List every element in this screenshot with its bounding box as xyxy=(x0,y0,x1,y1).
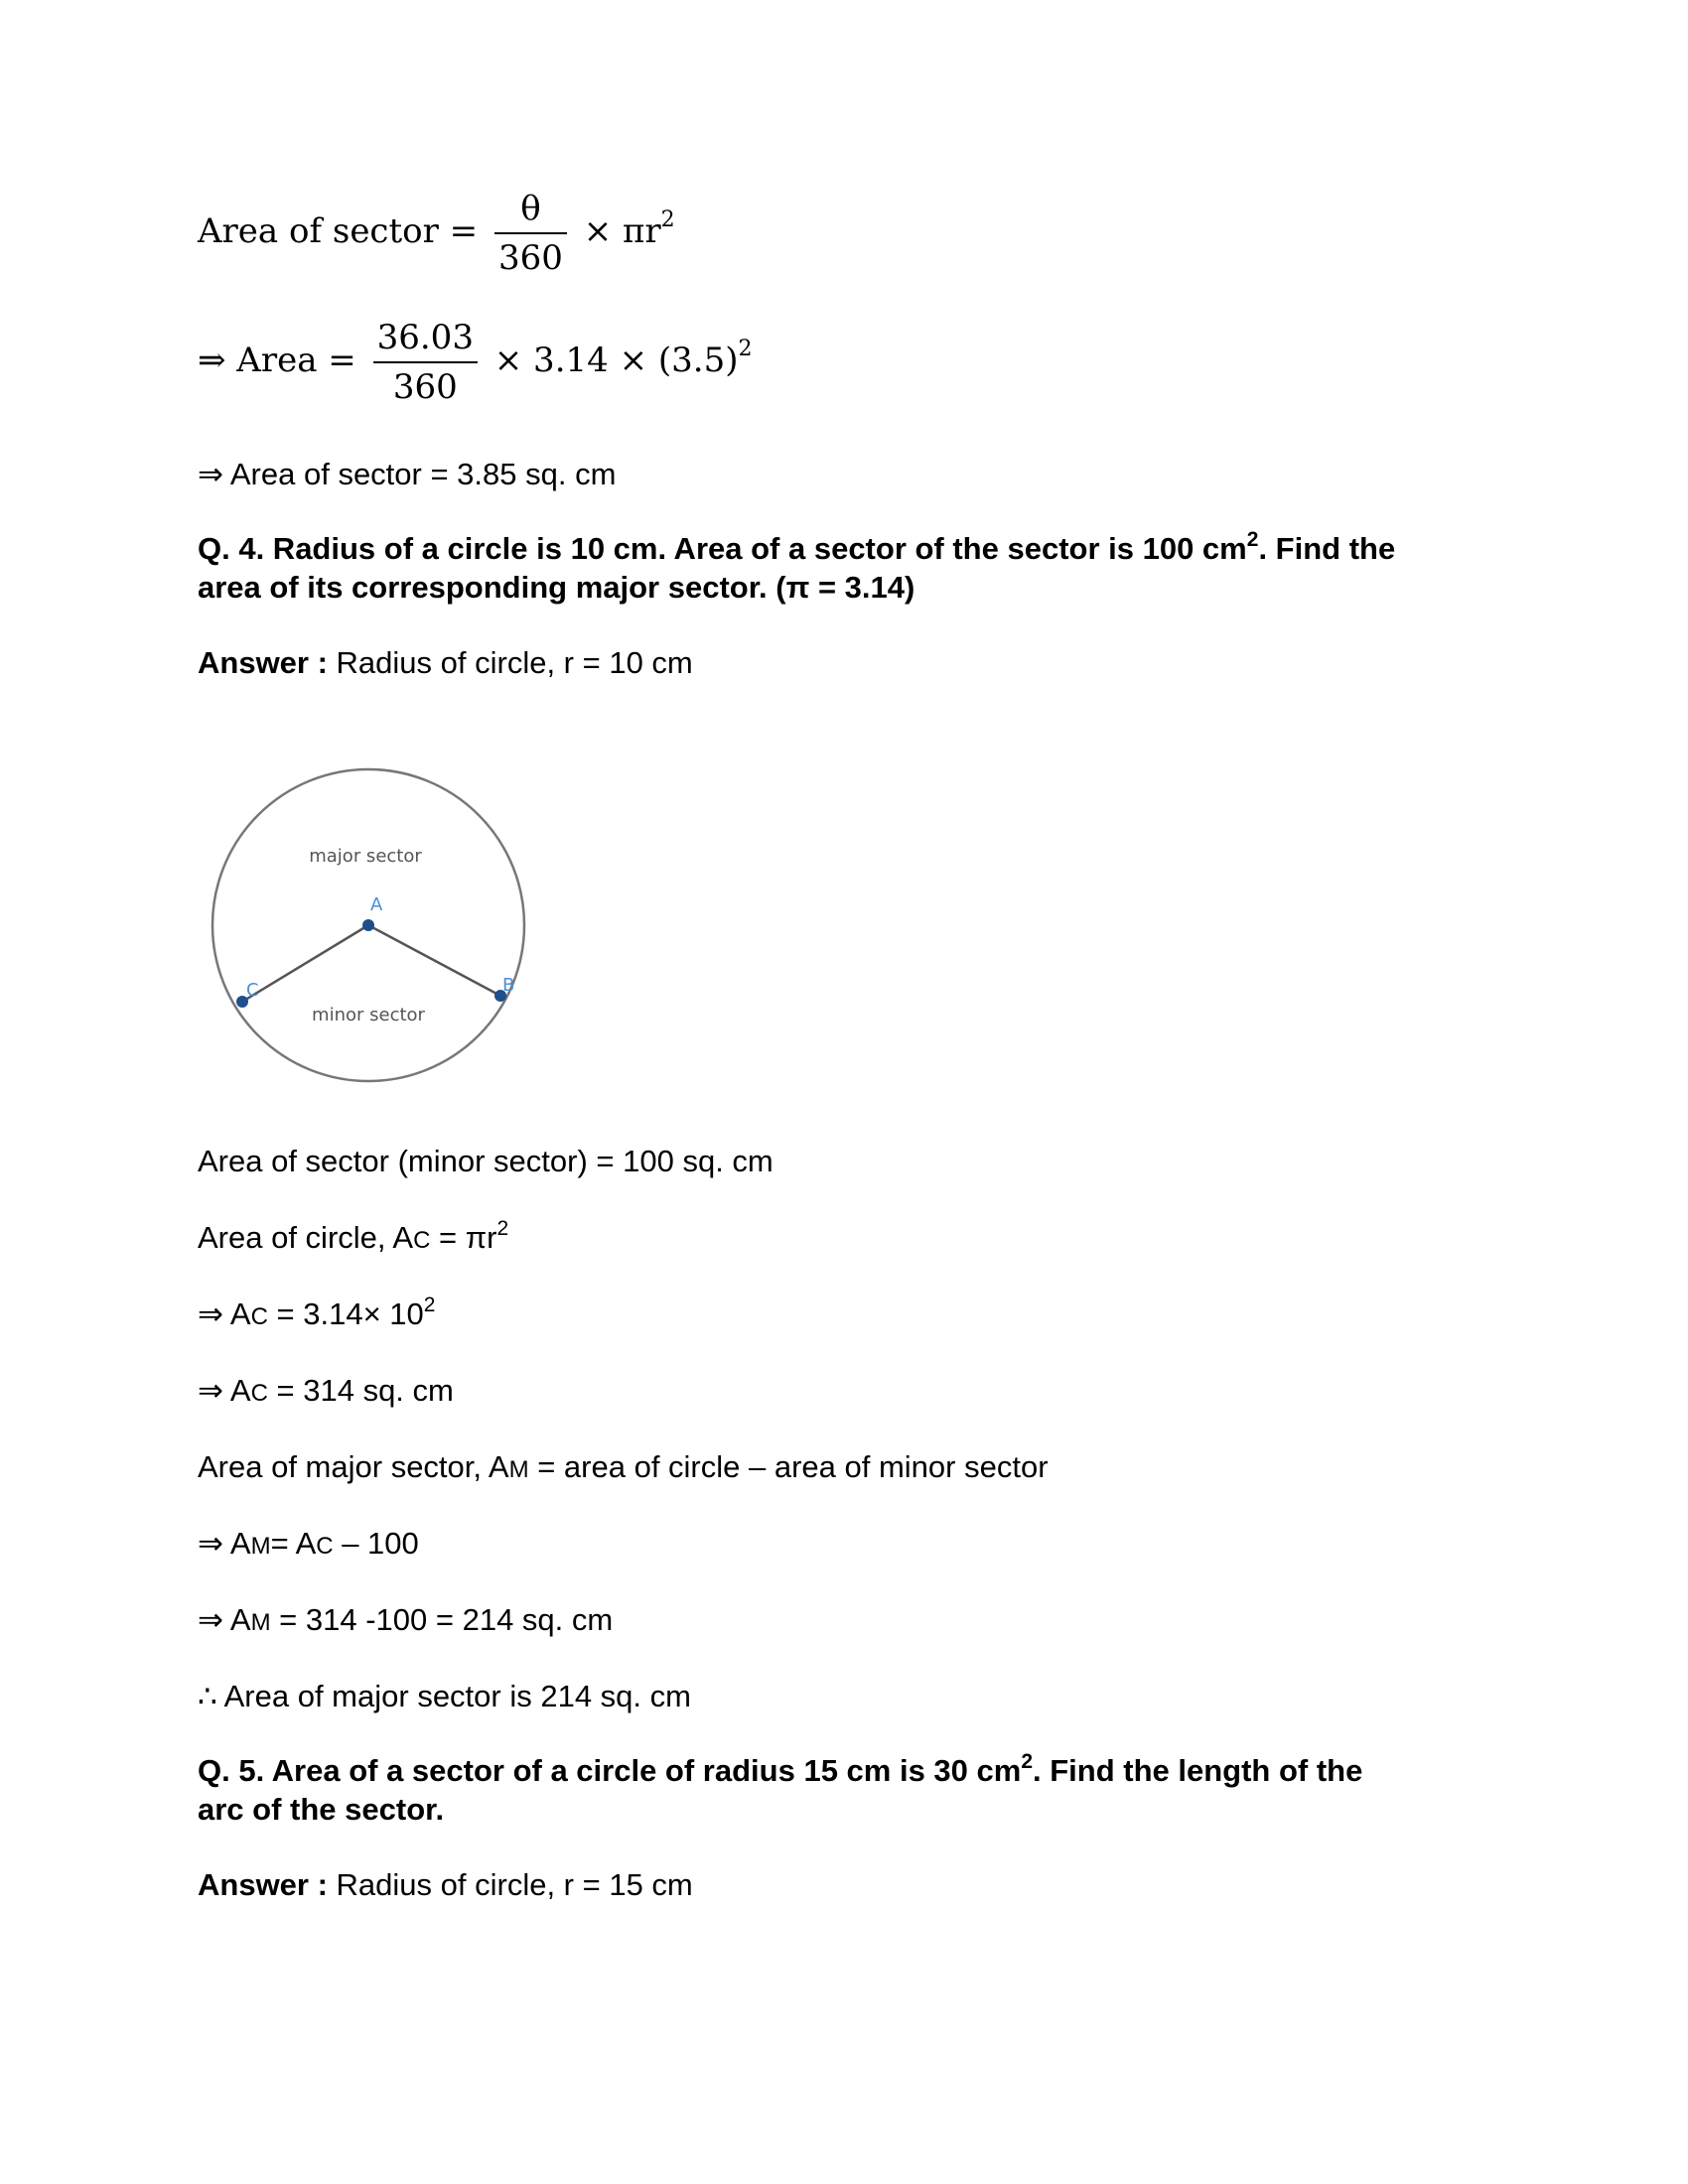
step-text: ⇒ A xyxy=(198,1373,251,1408)
step-major-sector-definition xyxy=(198,1447,1049,1490)
answer-label: Answer : xyxy=(198,645,328,680)
subscript: M xyxy=(250,1533,271,1560)
step-text: Area of major sector, A xyxy=(198,1449,509,1484)
question-5-text: Q. 5. Area of a sector of a circle of radius 15 cm is 30 cm xyxy=(198,1753,1022,1788)
formula-denominator: 360 xyxy=(392,367,458,407)
step-area-of-circle xyxy=(198,1218,508,1261)
step-text: ⇒ A xyxy=(198,1526,251,1561)
step-text: = 3.14× 10 xyxy=(267,1297,424,1331)
formula-denominator: 360 xyxy=(497,238,563,278)
conclusion: ∴ Area of major sector is 214 sq. cm xyxy=(198,1679,691,1713)
subscript: M xyxy=(508,1456,529,1483)
formula-exponent: 2 xyxy=(660,207,675,232)
formula-fraction xyxy=(373,318,478,407)
step-circle-result xyxy=(198,1371,454,1414)
question-4-answer xyxy=(198,643,693,683)
formula-numerator: 36.03 xyxy=(373,318,478,363)
question-5-text-tail: . Find the length of the xyxy=(1033,1753,1363,1788)
step-text: = A xyxy=(270,1526,317,1561)
answer-text: Radius of circle, r = 10 cm xyxy=(327,645,693,680)
formula-exponent: 2 xyxy=(738,337,753,361)
step-circle-substitution xyxy=(198,1295,435,1337)
point-a xyxy=(362,919,374,931)
formula-numerator: θ xyxy=(494,189,567,234)
step-text: = area of circle – area of minor sector xyxy=(528,1449,1049,1484)
point-a-label: A xyxy=(370,894,383,915)
formula-rhs: × 3.14 × (3.5) xyxy=(493,341,739,380)
circle-sector-diagram xyxy=(199,754,556,1092)
formula-area-substituted xyxy=(198,318,752,407)
major-sector-label: major sector xyxy=(309,846,422,867)
superscript: 2 xyxy=(496,1217,509,1240)
step-text: Area of circle, A xyxy=(198,1220,414,1255)
radius-ac xyxy=(242,925,368,1002)
formula-fraction xyxy=(494,189,567,278)
question-4-line-2: area of its corresponding major sector. (π = 3.14) xyxy=(198,570,915,605)
subscript: M xyxy=(250,1609,271,1636)
question-4-text-tail: . Find the xyxy=(1258,531,1396,566)
point-c-label: C xyxy=(246,980,259,1001)
step-text: ⇒ A xyxy=(198,1602,251,1637)
step-minor-sector-area: Area of sector (minor sector) = 100 sq. cm xyxy=(198,1144,774,1178)
superscript: 2 xyxy=(423,1294,436,1316)
step-text: ⇒ A xyxy=(198,1297,251,1331)
formula-rhs: × πr xyxy=(583,211,661,251)
area-of-sector-result: ⇒ Area of sector = 3.85 sq. cm xyxy=(198,457,617,491)
step-text: – 100 xyxy=(333,1526,419,1561)
minor-sector-label: minor sector xyxy=(312,1005,425,1025)
question-5-line-1 xyxy=(198,1751,1362,1791)
question-5-line-2: arc of the sector. xyxy=(198,1792,445,1827)
step-text: = 314 -100 = 214 sq. cm xyxy=(270,1602,614,1637)
question-5-answer xyxy=(198,1865,693,1905)
subscript: C xyxy=(413,1227,431,1254)
question-4-text: Q. 4. Radius of a circle is 10 cm. Area of a sector of the sector is 100 cm xyxy=(198,531,1247,566)
radius-ab xyxy=(368,925,500,996)
answer-text: Radius of circle, r = 15 cm xyxy=(327,1867,693,1902)
step-major-sector-formula xyxy=(198,1524,419,1567)
subscript: C xyxy=(316,1533,334,1560)
superscript: 2 xyxy=(1021,1750,1034,1773)
formula-lhs: Area of sector = xyxy=(198,211,479,251)
answer-label: Answer : xyxy=(198,1867,328,1902)
step-major-sector-result xyxy=(198,1600,613,1643)
formula-lhs: ⇒ Area = xyxy=(198,341,356,380)
point-b-label: B xyxy=(502,975,515,996)
step-text: = 314 sq. cm xyxy=(267,1373,454,1408)
subscript: C xyxy=(250,1380,268,1407)
step-text: = πr xyxy=(430,1220,497,1255)
formula-area-of-sector xyxy=(198,189,675,278)
subscript: C xyxy=(250,1303,268,1330)
question-4-line-1 xyxy=(198,529,1395,569)
superscript: 2 xyxy=(1246,528,1259,551)
